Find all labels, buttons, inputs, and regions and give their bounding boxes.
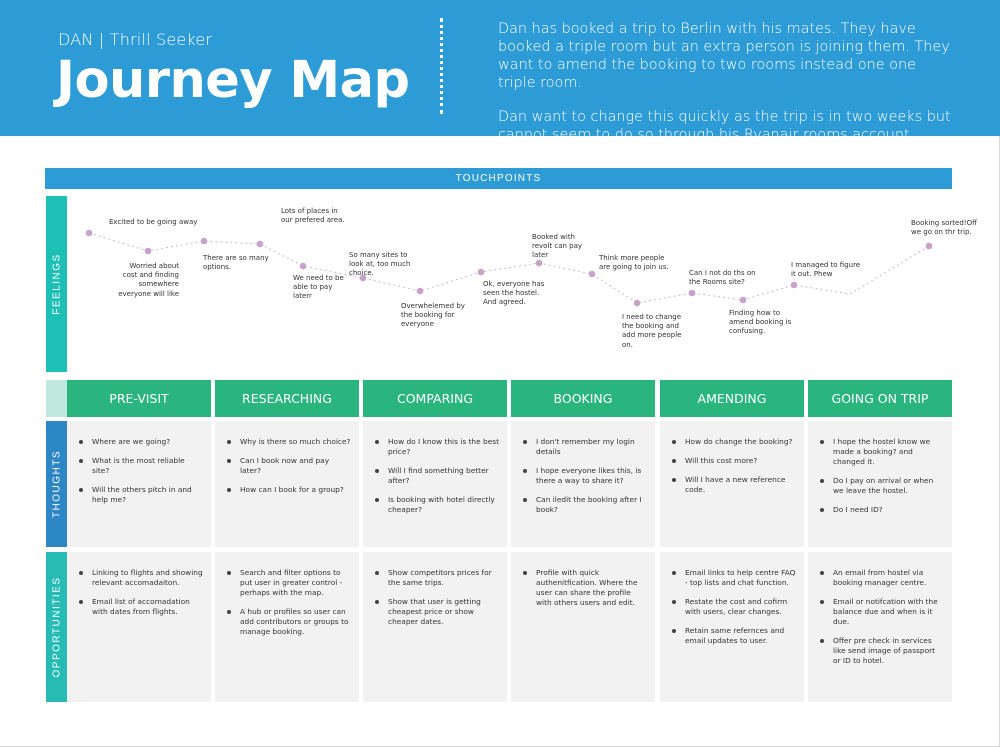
feeling-point <box>417 288 424 295</box>
opportunities-cell-list <box>223 568 351 637</box>
feeling-point <box>145 248 152 255</box>
list-item: Can iledit the booking after I book? <box>519 495 647 515</box>
list-item: Profile with quick authenitfication. Where the user can share the profile with others users and edit. <box>519 568 647 608</box>
feeling-point <box>589 271 596 278</box>
phase-header: COMPARING <box>363 380 507 417</box>
list-item: A hub or profiles so user can add contributors or groups to manage booking. <box>223 607 351 637</box>
scenario-summary <box>498 20 958 160</box>
list-item: Show that user is getting cheapest price or show cheaper dates. <box>371 597 499 627</box>
list-item: Will I find something better after? <box>371 466 499 486</box>
list-item: Where are we going? <box>75 437 203 447</box>
header-banner <box>0 0 1000 143</box>
opportunities-cell-list <box>519 568 647 608</box>
phase-header: AMENDING <box>660 380 804 417</box>
opportunities-cell <box>511 552 655 702</box>
list-item: Do I pay on arrival or when we leave the hostel. <box>816 476 944 496</box>
thoughts-cell-list <box>668 437 796 495</box>
list-item: Can I book now and pay later? <box>223 456 351 476</box>
list-item: Will this cost more? <box>668 456 796 466</box>
feeling-label: Can I not do ths on the Rooms site? <box>689 269 756 287</box>
list-item: Retain same refernces and email updates to user. <box>668 626 796 646</box>
list-item: Why is there so much choice? <box>223 437 351 447</box>
feeling-label: So many sites to look at, too much choice. <box>349 251 411 278</box>
feeling-label: Think more people are going to join us. <box>599 254 669 272</box>
feeling-label: Overwhelemed by the booking for everyone <box>401 302 465 329</box>
list-item: Email list of accomadation with dates from flights. <box>75 597 203 617</box>
list-item: Will the others pitch in and help me? <box>75 485 203 505</box>
list-item: Email links to help centre FAQ - top lists and chat function. <box>668 568 796 588</box>
opportunities-cell-list <box>668 568 796 646</box>
list-item: I hope the hostel know we made a booking? and changed it. <box>816 437 944 467</box>
feeling-point <box>740 297 747 304</box>
feeling-label: Worried about cost and finding somewhere everyone will like <box>118 262 179 298</box>
opportunities-row-label <box>46 552 67 702</box>
thoughts-cell <box>363 421 507 547</box>
opportunities-label-text: OPPORTUNITIES <box>51 576 62 678</box>
feeling-point <box>257 241 264 248</box>
thoughts-cell <box>215 421 359 547</box>
feeling-label: Booking sorted!Off we go on thr trip. <box>911 219 977 237</box>
thoughts-cell-list <box>371 437 499 515</box>
persona-label: DAN | Thrill Seeker <box>58 30 213 49</box>
list-item: Do I need ID? <box>816 505 944 515</box>
list-item: How can I book for a group? <box>223 485 351 495</box>
phase-header: BOOKING <box>511 380 655 417</box>
feeling-point <box>689 290 696 297</box>
list-item: I hope everyone likes this, is there a way to share it? <box>519 466 647 486</box>
feeling-point <box>478 269 485 276</box>
feeling-label: Booked with revolt can pay later <box>532 233 583 260</box>
opportunities-cell-list <box>371 568 499 627</box>
phase-header: RESEARCHING <box>215 380 359 417</box>
opportunities-cell <box>660 552 804 702</box>
thoughts-row-label <box>46 421 67 547</box>
thoughts-cell-list <box>519 437 647 515</box>
thoughts-cell <box>808 421 952 547</box>
feeling-label: I managed to figure it out. Phew <box>791 261 861 279</box>
page-title: Journey Map <box>56 51 410 110</box>
feeling-label: We need to be able to pay laterr <box>293 274 344 301</box>
list-item: Is booking with hotel directly cheaper? <box>371 495 499 515</box>
feeling-label: Finding how to amend booking is confusing. <box>729 309 792 336</box>
list-item: I don't remember my login details <box>519 437 647 457</box>
thoughts-cell-list <box>816 437 944 515</box>
opportunities-cell <box>215 552 359 702</box>
thoughts-cell-list <box>223 437 351 495</box>
thoughts-label-text: THOUGHTS <box>51 449 62 519</box>
list-item: How do I know this is the best price? <box>371 437 499 457</box>
list-item: How do change the booking? <box>668 437 796 447</box>
feelings-label-text: FEELINGS <box>51 253 62 315</box>
feeling-point <box>86 230 93 237</box>
opportunities-cell <box>363 552 507 702</box>
list-item: Linking to flights and showing relevant accomadaiton. <box>75 568 203 588</box>
list-item: Offer pre check in services like send image of passport or ID to hotel. <box>816 636 944 666</box>
feeling-label: Ok, everyone has seen the hostel. And agreed. <box>483 280 545 307</box>
summary-paragraph: Dan want to change this quickly as the trip is in two weeks but cannot seem to do so through his Ryanair rooms account. <box>498 109 951 143</box>
list-item: Email or notifcation with the balance due and when is it due. <box>816 597 944 627</box>
phase-header: GOING ON TRIP <box>808 380 952 417</box>
feeling-point <box>926 243 933 250</box>
list-item: Show competitors prices for the same trips. <box>371 568 499 588</box>
list-item: Search and filter options to put user in greater control - perhaps with the map. <box>223 568 351 598</box>
feeling-label: Excited to be going away <box>109 218 198 226</box>
thoughts-cell <box>67 421 211 547</box>
list-item: An email from hostel via booking manager centre. <box>816 568 944 588</box>
list-item: Will I have a new reference code. <box>668 475 796 495</box>
summary-paragraph: Dan has booked a trip to Berlin with his mates. They have booked a triple room but an extra person is joining them. They want to amend the booking to two rooms instead one one triple room. <box>498 21 950 91</box>
thoughts-cell-list <box>75 437 203 505</box>
feeling-point <box>791 282 798 289</box>
phase-header: PRE-VISIT <box>67 380 211 417</box>
opportunities-cell-list <box>75 568 203 617</box>
feeling-point <box>634 300 641 307</box>
list-item: What is the most reliable site? <box>75 456 203 476</box>
feeling-point <box>201 238 208 245</box>
header-divider <box>440 18 443 114</box>
feeling-label: There are so many options. <box>203 254 269 272</box>
feeling-label: I need to change the booking and add more people on. <box>622 313 682 349</box>
opportunities-cell <box>67 552 211 702</box>
feeling-point <box>536 260 543 267</box>
list-item: Restate the cost and cofirm with users, clear changes. <box>668 597 796 617</box>
thoughts-cell <box>660 421 804 547</box>
opportunities-cell <box>808 552 952 702</box>
phase-row-stub <box>46 380 67 417</box>
thoughts-cell <box>511 421 655 547</box>
feelings-row-label <box>46 196 67 372</box>
feeling-point <box>300 263 307 270</box>
feeling-label: Lots of places in our prefered area. <box>281 207 345 225</box>
opportunities-cell-list <box>816 568 944 666</box>
feelings-curve-area <box>67 196 977 372</box>
touchpoints-bar: TOUCHPOINTS <box>45 168 952 189</box>
